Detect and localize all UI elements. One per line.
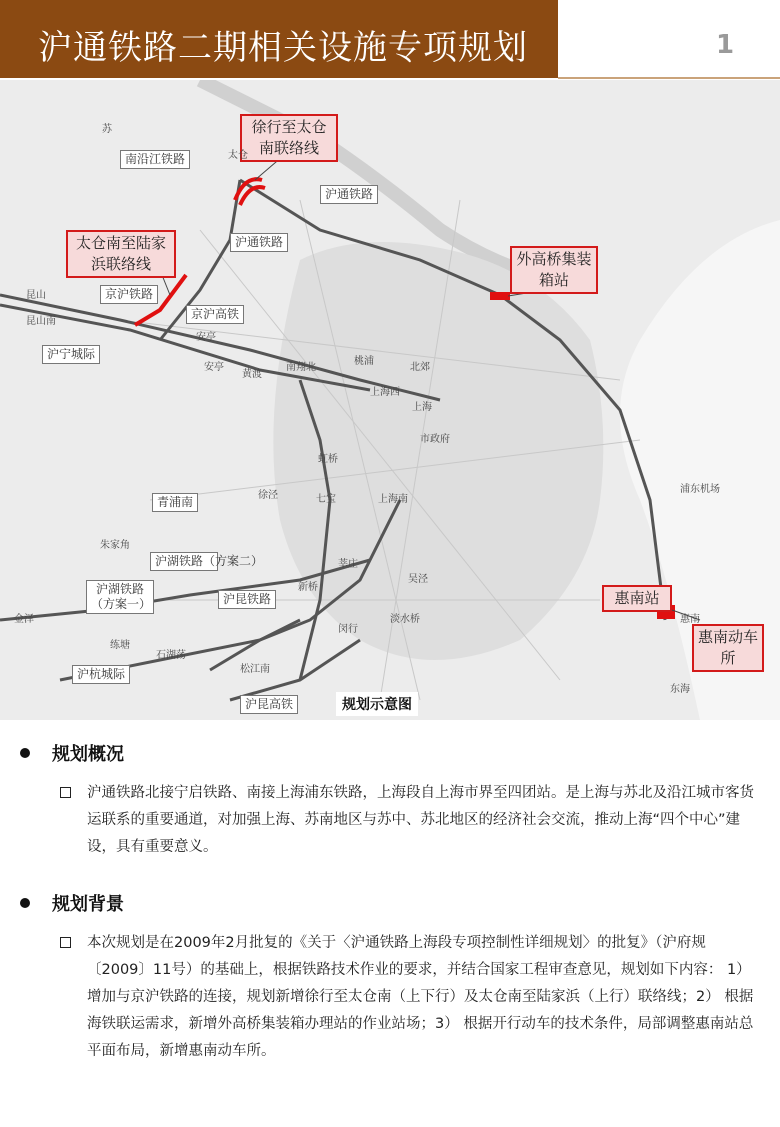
rail-label-huning: 沪宁城际 — [42, 345, 100, 364]
callout-taicang-link: 太仓南至陆家浜联络线 — [66, 230, 176, 278]
place-su: 苏 — [102, 124, 112, 135]
callout-huinan-station: 惠南站 — [602, 585, 672, 612]
section-paragraph-background — [60, 930, 760, 1065]
station-huinan: 惠南 — [680, 614, 700, 625]
bullet-icon — [20, 748, 30, 758]
section-heading-background — [20, 890, 124, 916]
page-number: 1 — [716, 30, 735, 60]
station-shanghai-south: 上海南 — [378, 494, 408, 505]
section-paragraph-overview — [60, 780, 760, 861]
place-shizhengfu: 市政府 — [420, 434, 450, 445]
station-taicang: 太仓 — [228, 150, 248, 161]
rail-label-hutong-1: 沪通铁路 — [320, 185, 378, 204]
callout-huinan-depot: 惠南动车所 — [692, 624, 764, 672]
rail-label-huhu-2: 沪湖铁路（方案二） — [150, 552, 218, 571]
rail-label-jinghu-hsr: 京沪高铁 — [186, 305, 244, 324]
rail-label-qingpu: 青浦南 — [152, 493, 198, 512]
station-danshuiqiao: 淡水桥 — [390, 614, 420, 625]
planning-map — [0, 80, 780, 720]
page-title: 沪通铁路二期相关设施专项规划 — [38, 28, 528, 68]
map-caption: 规划示意图 — [336, 692, 418, 716]
rail-label-jinghu-rail: 京沪铁路 — [100, 285, 158, 304]
rail-label-hukun-rail: 沪昆铁路 — [218, 590, 276, 609]
station-xinqiao: 新桥 — [298, 582, 318, 593]
callout-xuhang-link: 徐行至太仓南联络线 — [240, 114, 338, 162]
square-bullet-icon — [60, 787, 71, 798]
section-heading-overview — [20, 740, 124, 766]
rail-label-huhang: 沪杭城际 — [72, 665, 130, 684]
square-bullet-icon — [60, 937, 71, 948]
section-heading-text: 规划概况 — [52, 744, 124, 765]
station-anting: 安亭 — [196, 332, 216, 343]
bullet-icon — [20, 898, 30, 908]
station-huangdu: 黄渡 — [242, 369, 262, 380]
station-shanghai: 上海 — [412, 402, 432, 413]
rail-label-hukun-hsr: 沪昆高铁 — [240, 695, 298, 714]
station-nanxiang: 南翔北 — [286, 362, 316, 373]
station-shanghai-west: 上海西 — [370, 387, 400, 398]
rail-label-nanyanjiang: 南沿江铁路 — [120, 150, 190, 169]
station-kunshan-south: 昆山南 — [26, 316, 56, 327]
station-beijiao: 北郊 — [410, 362, 430, 373]
station-liantang: 练塘 — [110, 640, 130, 651]
station-pudong-airport: 浦东机场 — [680, 484, 720, 495]
station-jinze: 金泽 — [14, 614, 34, 625]
station-minhang: 闵行 — [338, 624, 358, 635]
rail-label-huhu-1: 沪湖铁路（方案一） — [86, 580, 154, 614]
station-anting-2: 安亭 — [204, 362, 224, 373]
station-shihudang: 石湖荡 — [156, 650, 186, 661]
callout-waigaoqiao: 外高桥集装箱站 — [510, 246, 598, 294]
station-qibao: 七宝 — [316, 494, 336, 505]
station-taopu: 桃浦 — [354, 356, 374, 367]
station-hongqiao: 虹桥 — [318, 454, 338, 465]
waigaoqiao-yard — [490, 292, 510, 300]
paragraph-text: 沪通铁路北接宁启铁路、南接上海浦东铁路，上海段自上海市界至四团站。是上海与苏北及沿江城市客货运联系的重要通道，对加强上海、苏南地区与苏中、苏北地区的经济社会交流，推动上海“四个中心”建设，具有重要意义。 — [87, 785, 754, 855]
section-heading-text: 规划背景 — [52, 894, 124, 915]
paragraph-text: 本次规划是在2009年2月批复的《关于〈沪通铁路上海段专项控制性详细规划〉的批复》（沪府规〔2009〕11号）的基础上，根据铁路技术作业的要求，并结合国家工程审查意见，规划如下内容： 1） 增加与京沪铁路的连接，规划新增徐行至太仓南（上下行）及太仓南至陆家浜（上行）联络线；2） 根据海铁联运需求，新增外高桥集装箱办理站的作业站场；3） 根据开行动车的技术条件，局部调整惠南站总平面布局，新增惠南动车所。 — [87, 935, 754, 1059]
place-donghai: 东海 — [670, 684, 690, 695]
header-rule — [558, 77, 780, 79]
station-xinzhuang: 莘庄 — [338, 559, 358, 570]
station-xujing: 徐泾 — [258, 490, 278, 501]
station-zhujiajiao: 朱家角 — [100, 540, 130, 551]
station-songjiang-south: 松江南 — [240, 664, 270, 675]
rail-label-hutong-2: 沪通铁路 — [230, 233, 288, 252]
station-wujing: 吴泾 — [408, 574, 428, 585]
station-kunshan: 昆山 — [26, 290, 46, 301]
